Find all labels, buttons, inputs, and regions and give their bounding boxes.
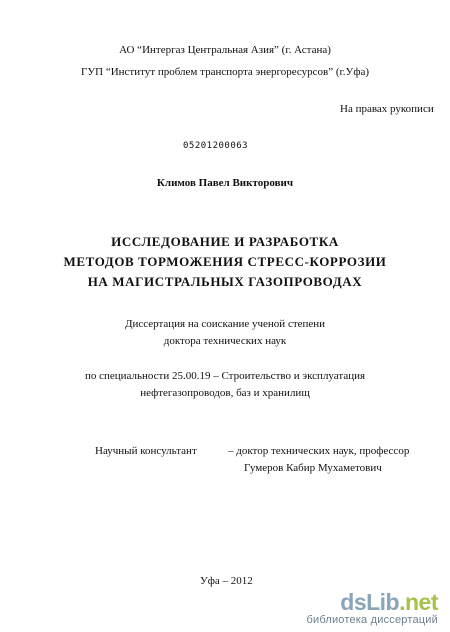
specialty-line-2: нефтегазопроводов, баз и хранилищ [140, 387, 310, 399]
dslib-logo [306, 590, 438, 614]
manuscript-rights-note: На правах рукописи [340, 103, 434, 115]
consultant-name: Гумеров Кабир Мухаметович [244, 462, 382, 474]
logo-subtitle: библиотека диссертаций [306, 614, 438, 626]
consultant-label: Научный консультант [95, 445, 197, 457]
organization-2: ГУП “Институт проблем транспорта энергоресурсов” (г.Уфа) [80, 66, 370, 78]
dslib-watermark [306, 590, 438, 626]
logo-text-domain: .net [399, 589, 438, 615]
degree-line-1: Диссертация на соискание ученой степени [124, 318, 326, 330]
organization-1: АО “Интергаз Центральная Азия” (г. Астана) [119, 44, 331, 56]
title-line-2: МЕТОДОВ ТОРМОЖЕНИЯ СТРЕСС-КОРРОЗИИ [63, 254, 387, 269]
title-line-1: ИССЛЕДОВАНИЕ И РАЗРАБОТКА [111, 234, 339, 249]
consultant-degree: – доктор технических наук, профессор [228, 445, 410, 457]
author-name: Климов Павел Викторович [156, 177, 294, 189]
place-and-year: Уфа – 2012 [200, 575, 253, 587]
degree-line-2: доктора технических наук [163, 335, 287, 347]
title-line-3: НА МАГИСТРАЛЬНЫХ ГАЗОПРОВОДАХ [87, 274, 363, 289]
specialty-line-1: по специальности 25.00.19 – Строительство и эксплуатация [84, 370, 366, 382]
document-code: 05201200063 [183, 141, 249, 151]
logo-text-primary: dsLib [340, 589, 400, 615]
